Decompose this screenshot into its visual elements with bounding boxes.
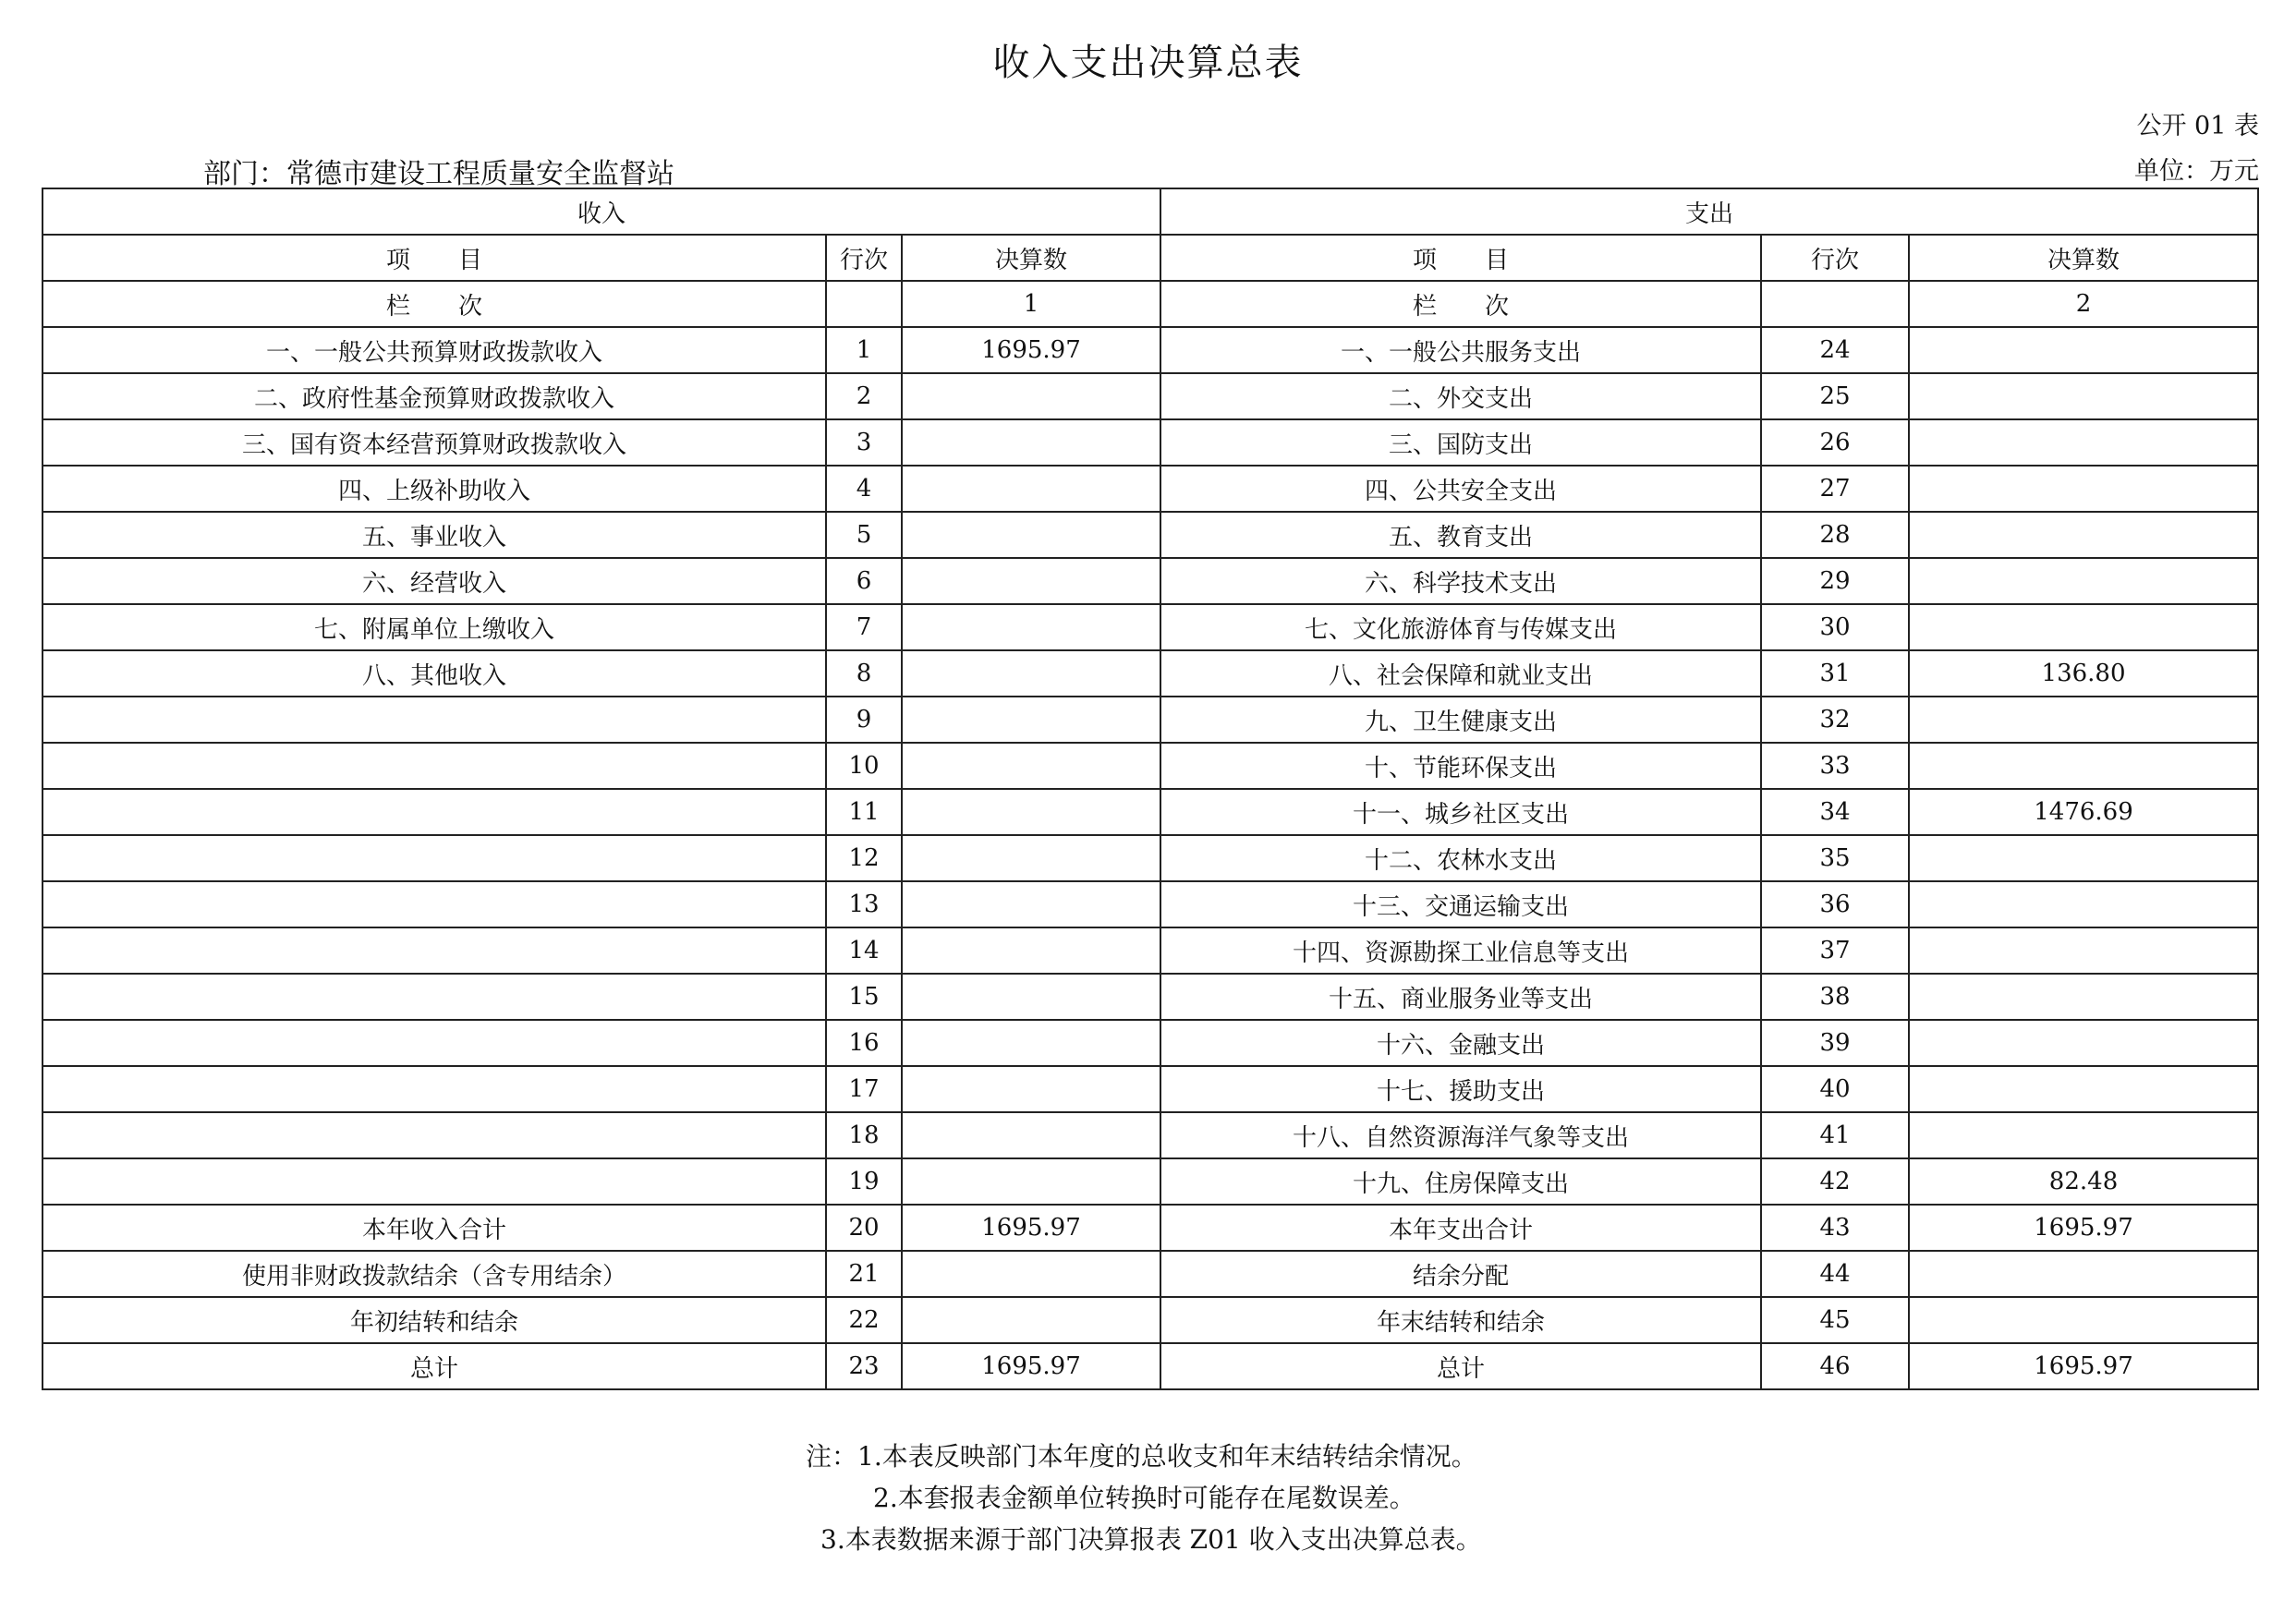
expense-line-cell: 43: [1761, 1205, 1909, 1251]
income-amount-cell: [902, 419, 1160, 466]
table-row: [43, 835, 2258, 881]
expense-item-cell: 总计: [1160, 1343, 1761, 1389]
expense-amount-cell: 1695.97: [1909, 1343, 2258, 1389]
expense-line-cell: 25: [1761, 373, 1909, 419]
note-text-2: 2.本套报表金额单位转换时可能存在尾数误差。: [873, 1483, 1415, 1513]
expense-amount-cell: [1909, 1066, 2258, 1112]
expense-line-cell: 36: [1761, 881, 1909, 927]
income-column-number: 1: [902, 281, 1160, 327]
income-line-cell: 17: [826, 1066, 902, 1112]
income-amount-cell: [902, 881, 1160, 927]
expense-line-cell: 46: [1761, 1343, 1909, 1389]
income-line-cell: 23: [826, 1343, 902, 1389]
expense-item-cell: 二、外交支出: [1160, 373, 1761, 419]
table-row: [43, 373, 2258, 419]
income-amount-cell: [902, 1158, 1160, 1205]
income-line-cell: 19: [826, 1158, 902, 1205]
expense-line-cell: 42: [1761, 1158, 1909, 1205]
table-row: [43, 512, 2258, 558]
table-row: [43, 604, 2258, 650]
income-item-cell: [43, 1112, 826, 1158]
expense-item-cell: 十四、资源勘探工业信息等支出: [1160, 927, 1761, 974]
income-amount-cell: [902, 512, 1160, 558]
expense-amount-cell: 82.48: [1909, 1158, 2258, 1205]
income-item-cell: [43, 697, 826, 743]
income-amount-cell: [902, 743, 1160, 789]
expense-amount-cell: [1909, 697, 2258, 743]
income-line-cell: 20: [826, 1205, 902, 1251]
table-row: [43, 927, 2258, 974]
expense-item-cell: 五、教育支出: [1160, 512, 1761, 558]
income-line-cell: 16: [826, 1020, 902, 1066]
expense-line-cell: 33: [1761, 743, 1909, 789]
income-amount-cell: [902, 835, 1160, 881]
income-amount-cell: [902, 1297, 1160, 1343]
income-item-cell: 二、政府性基金预算财政拨款收入: [43, 373, 826, 419]
expense-line-cell: 27: [1761, 466, 1909, 512]
income-amount-header: 决算数: [902, 235, 1160, 281]
income-column-label: 栏 次: [43, 281, 826, 327]
expense-amount-cell: [1909, 1020, 2258, 1066]
table-row: [43, 1112, 2258, 1158]
column-header-row: [43, 235, 2258, 281]
expense-amount-cell: [1909, 419, 2258, 466]
income-amount-cell: [902, 604, 1160, 650]
income-item-cell: 四、上级补助收入: [43, 466, 826, 512]
income-line-cell: 1: [826, 327, 902, 373]
table-row: [43, 650, 2258, 697]
income-item-cell: 七、附属单位上缴收入: [43, 604, 826, 650]
expense-line-cell: 34: [1761, 789, 1909, 835]
expense-amount-cell: 1476.69: [1909, 789, 2258, 835]
income-line-cell: 18: [826, 1112, 902, 1158]
expense-item-cell: 八、社会保障和就业支出: [1160, 650, 1761, 697]
income-item-cell: [43, 881, 826, 927]
income-line-cell: 14: [826, 927, 902, 974]
income-amount-cell: [902, 1112, 1160, 1158]
income-line-cell: 8: [826, 650, 902, 697]
expense-line-cell: 40: [1761, 1066, 1909, 1112]
income-amount-cell: [902, 373, 1160, 419]
expense-item-cell: 十八、自然资源海洋气象等支出: [1160, 1112, 1761, 1158]
expense-item-cell: 十七、援助支出: [1160, 1066, 1761, 1112]
expense-item-cell: 十一、城乡社区支出: [1160, 789, 1761, 835]
income-line-cell: 9: [826, 697, 902, 743]
table-row: [43, 974, 2258, 1020]
income-amount-cell: [902, 974, 1160, 1020]
table-row: [43, 558, 2258, 604]
income-line-cell: 15: [826, 974, 902, 1020]
income-section-header: 收入: [43, 188, 1160, 235]
expense-line-cell: 44: [1761, 1251, 1909, 1297]
income-line-cell: 13: [826, 881, 902, 927]
income-amount-cell: [902, 697, 1160, 743]
table-row: [43, 697, 2258, 743]
expense-item-cell: 十、节能环保支出: [1160, 743, 1761, 789]
income-item-cell: 一、一般公共预算财政拨款收入: [43, 327, 826, 373]
expense-line-cell: 26: [1761, 419, 1909, 466]
expense-item-cell: 本年支出合计: [1160, 1205, 1761, 1251]
table-row: [43, 466, 2258, 512]
note-text-1: 注：1.本表反映部门本年度的总收支和年末结转结余情况。: [806, 1441, 1477, 1472]
income-item-cell: 使用非财政拨款结余（含专用结余）: [43, 1251, 826, 1297]
income-item-cell: 总计: [43, 1343, 826, 1389]
expense-line-cell: 39: [1761, 1020, 1909, 1066]
expense-amount-cell: [1909, 327, 2258, 373]
table-row: [43, 743, 2258, 789]
income-item-cell: [43, 927, 826, 974]
expense-amount-cell: 1695.97: [1909, 1205, 2258, 1251]
income-item-cell: [43, 1158, 826, 1205]
expense-column-label: 栏 次: [1160, 281, 1761, 327]
table-row: [43, 1205, 2258, 1251]
table-row: [43, 1343, 2258, 1389]
column-number-row: [43, 281, 2258, 327]
department-label: 部门：常德市建设工程质量安全监督站: [203, 158, 674, 190]
income-amount-cell: [902, 466, 1160, 512]
income-line-cell: 5: [826, 512, 902, 558]
income-line-cell: 4: [826, 466, 902, 512]
income-line-cell: 3: [826, 419, 902, 466]
income-item-header: 项 目: [43, 235, 826, 281]
form-number: 公开 01 表: [2136, 112, 2259, 140]
income-item-cell: [43, 789, 826, 835]
expense-amount-cell: [1909, 927, 2258, 974]
expense-column-number: 2: [1909, 281, 2258, 327]
expense-amount-cell: [1909, 1251, 2258, 1297]
expense-item-cell: 六、科学技术支出: [1160, 558, 1761, 604]
note-line-1: [0, 1436, 2296, 1477]
expense-line-cell: 31: [1761, 650, 1909, 697]
expense-amount-cell: [1909, 604, 2258, 650]
income-line-cell: 7: [826, 604, 902, 650]
expense-column-line: [1761, 281, 1909, 327]
income-line-cell: 2: [826, 373, 902, 419]
income-amount-cell: [902, 1251, 1160, 1297]
table-row: [43, 1066, 2258, 1112]
expense-amount-cell: 136.80: [1909, 650, 2258, 697]
expense-line-cell: 28: [1761, 512, 1909, 558]
expense-line-cell: 38: [1761, 974, 1909, 1020]
income-amount-cell: 1695.97: [902, 1343, 1160, 1389]
income-line-cell: 21: [826, 1251, 902, 1297]
expense-amount-cell: [1909, 881, 2258, 927]
income-item-cell: 本年收入合计: [43, 1205, 826, 1251]
expense-amount-cell: [1909, 1112, 2258, 1158]
table-row: [43, 1251, 2258, 1297]
expense-line-cell: 35: [1761, 835, 1909, 881]
income-line-cell: 12: [826, 835, 902, 881]
expense-item-cell: 十二、农林水支出: [1160, 835, 1761, 881]
income-column-line: [826, 281, 902, 327]
note-line-2: [0, 1477, 2296, 1519]
expense-line-cell: 37: [1761, 927, 1909, 974]
table-row: [43, 1297, 2258, 1343]
income-item-cell: 年初结转和结余: [43, 1297, 826, 1343]
expense-item-header: 项 目: [1160, 235, 1761, 281]
expense-item-cell: 九、卫生健康支出: [1160, 697, 1761, 743]
expense-item-cell: 一、一般公共服务支出: [1160, 327, 1761, 373]
income-amount-cell: [902, 1020, 1160, 1066]
expense-item-cell: 年末结转和结余: [1160, 1297, 1761, 1343]
income-line-cell: 6: [826, 558, 902, 604]
table-row: [43, 419, 2258, 466]
note-line-3: [0, 1519, 2296, 1560]
expense-amount-header: 决算数: [1909, 235, 2258, 281]
notes: [0, 1436, 2296, 1560]
expense-item-cell: 十五、商业服务业等支出: [1160, 974, 1761, 1020]
page-title: 收入支出决算总表: [992, 42, 1304, 84]
expense-line-cell: 32: [1761, 697, 1909, 743]
expense-item-cell: 四、公共安全支出: [1160, 466, 1761, 512]
income-line-cell: 22: [826, 1297, 902, 1343]
income-amount-cell: [902, 927, 1160, 974]
expense-amount-cell: [1909, 743, 2258, 789]
note-text-3: 3.本表数据来源于部门决算报表 Z01 收入支出决算总表。: [820, 1524, 1482, 1555]
table-row: [43, 1158, 2258, 1205]
income-amount-cell: [902, 1066, 1160, 1112]
expense-item-cell: 七、文化旅游体育与传媒支出: [1160, 604, 1761, 650]
expense-line-header: 行次: [1761, 235, 1909, 281]
income-amount-cell: [902, 558, 1160, 604]
expense-amount-cell: [1909, 974, 2258, 1020]
income-item-cell: [43, 1066, 826, 1112]
income-item-cell: 六、经营收入: [43, 558, 826, 604]
income-amount-cell: [902, 789, 1160, 835]
table-row: [43, 1020, 2258, 1066]
income-line-cell: 10: [826, 743, 902, 789]
expense-amount-cell: [1909, 373, 2258, 419]
table-row: [43, 789, 2258, 835]
expense-item-cell: 结余分配: [1160, 1251, 1761, 1297]
income-expense-table: [42, 188, 2259, 1390]
income-item-cell: [43, 1020, 826, 1066]
table-row: [43, 327, 2258, 373]
income-line-header: 行次: [826, 235, 902, 281]
expense-amount-cell: [1909, 512, 2258, 558]
expense-item-cell: 十三、交通运输支出: [1160, 881, 1761, 927]
expense-line-cell: 29: [1761, 558, 1909, 604]
income-item-cell: 八、其他收入: [43, 650, 826, 697]
expense-amount-cell: [1909, 1297, 2258, 1343]
expense-line-cell: 30: [1761, 604, 1909, 650]
income-item-cell: 三、国有资本经营预算财政拨款收入: [43, 419, 826, 466]
income-amount-cell: [902, 650, 1160, 697]
income-item-cell: 五、事业收入: [43, 512, 826, 558]
expense-line-cell: 41: [1761, 1112, 1909, 1158]
expense-section-header: 支出: [1160, 188, 2258, 235]
income-item-cell: [43, 835, 826, 881]
unit-label: 单位：万元: [2134, 157, 2259, 186]
income-item-cell: [43, 743, 826, 789]
income-item-cell: [43, 974, 826, 1020]
income-amount-cell: 1695.97: [902, 327, 1160, 373]
income-amount-cell: 1695.97: [902, 1205, 1160, 1251]
expense-amount-cell: [1909, 835, 2258, 881]
expense-line-cell: 45: [1761, 1297, 1909, 1343]
income-line-cell: 11: [826, 789, 902, 835]
table-row: [43, 881, 2258, 927]
expense-amount-cell: [1909, 466, 2258, 512]
section-header-row: [43, 188, 2258, 235]
expense-item-cell: 十六、金融支出: [1160, 1020, 1761, 1066]
expense-item-cell: 十九、住房保障支出: [1160, 1158, 1761, 1205]
expense-item-cell: 三、国防支出: [1160, 419, 1761, 466]
expense-line-cell: 24: [1761, 327, 1909, 373]
expense-amount-cell: [1909, 558, 2258, 604]
